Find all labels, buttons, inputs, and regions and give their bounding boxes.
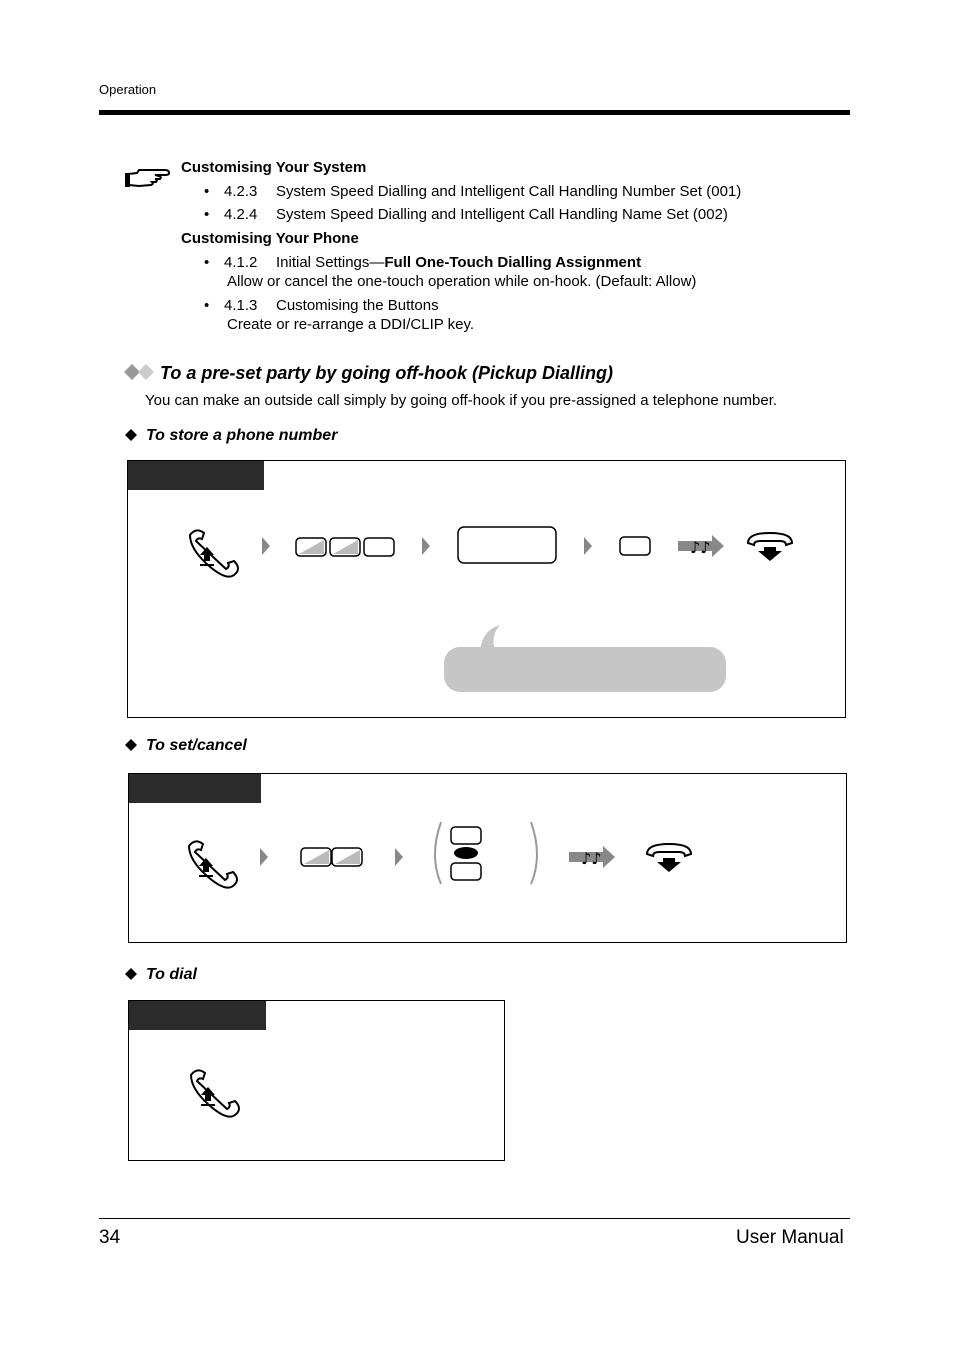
option-separator-dot	[454, 847, 478, 859]
ref-item	[204, 205, 728, 224]
ref-item-number: 4.2.3	[224, 183, 258, 200]
store-key-icon	[620, 537, 650, 555]
diamond-bullet-icon	[124, 428, 140, 444]
ref-heading-system: Customising Your System	[181, 159, 367, 176]
off-hook-icon	[190, 530, 238, 576]
on-hook-icon	[647, 844, 691, 872]
ref-item	[204, 253, 641, 272]
svg-text:♪♪: ♪♪	[581, 849, 602, 868]
ref-item-text: Initial Settings—	[276, 254, 385, 271]
ref-item-text: Customising the Buttons	[276, 297, 439, 314]
ref-item-description: Create or re-arrange a DDI/CLIP key.	[227, 316, 475, 333]
pointing-hand-icon	[125, 164, 173, 192]
page-number: 34	[99, 1227, 121, 1248]
subsection-title-dial: To dial	[146, 966, 197, 983]
ref-item-description: Allow or cancel the one-touch operation while on-hook. (Default: Allow)	[227, 273, 697, 290]
bullet: •	[204, 206, 210, 223]
diamond-bullet-icon	[124, 738, 140, 754]
note-bubble	[444, 647, 726, 692]
off-hook-icon	[189, 841, 237, 887]
subsection-title-set-cancel: To set/cancel	[146, 737, 247, 754]
svg-text:♪♪: ♪♪	[690, 538, 711, 557]
ref-item-number: 4.2.4	[224, 206, 258, 223]
off-hook-icon	[191, 1070, 239, 1116]
ref-item-bold: Full One-Touch Dialling Assignment	[384, 254, 642, 271]
header-rule	[99, 110, 850, 115]
bullet: •	[204, 254, 210, 271]
ref-item-number: 4.1.3	[224, 297, 258, 314]
on-hook-icon	[748, 533, 792, 561]
step-arrow-icon	[422, 537, 430, 555]
number-entry-box	[458, 527, 556, 563]
footer-rule	[99, 1218, 850, 1219]
ref-item-number: 4.1.2	[224, 254, 258, 271]
step-arrow-icon	[395, 848, 403, 866]
section-title: To a pre-set party by going off-hook (Pickup Dialling)	[160, 363, 614, 383]
bullet: •	[204, 183, 210, 200]
bullet: •	[204, 297, 210, 314]
option-bracket-right	[531, 822, 537, 884]
subsection-title-store: To store a phone number	[146, 427, 338, 444]
ref-item	[204, 296, 439, 315]
key-buttons-icon	[301, 848, 362, 866]
manual-label: User Manual	[736, 1227, 844, 1248]
procedure-diagram	[129, 1001, 503, 1159]
procedure-box-set-cancel	[128, 773, 847, 943]
ref-item-text: System Speed Dialling and Intelligent Call Handling Name Set (002)	[276, 206, 728, 223]
step-arrow-icon	[260, 848, 268, 866]
option-key-cancel	[451, 863, 481, 880]
procedure-diagram	[129, 774, 845, 941]
diamond-bullet-icon	[124, 967, 140, 983]
ref-heading-phone: Customising Your Phone	[181, 230, 359, 247]
step-arrow-icon	[584, 537, 592, 555]
step-arrow-icon	[262, 537, 270, 555]
ref-item	[204, 182, 741, 201]
confirmation-tone-icon	[678, 535, 724, 557]
option-key-set	[451, 827, 481, 844]
ref-item-text: System Speed Dialling and Intelligent Call Handling Number Set (001)	[276, 183, 742, 200]
confirmation-tone-icon	[569, 846, 615, 868]
header-section-label: Operation	[99, 82, 157, 97]
section-description: You can make an outside call simply by going off-hook if you pre-assigned a telephone number.	[145, 392, 778, 409]
double-diamond-icon	[123, 363, 157, 381]
procedure-box-dial	[128, 1000, 505, 1161]
option-bracket-left	[435, 822, 441, 884]
key-buttons-icon	[296, 538, 394, 556]
